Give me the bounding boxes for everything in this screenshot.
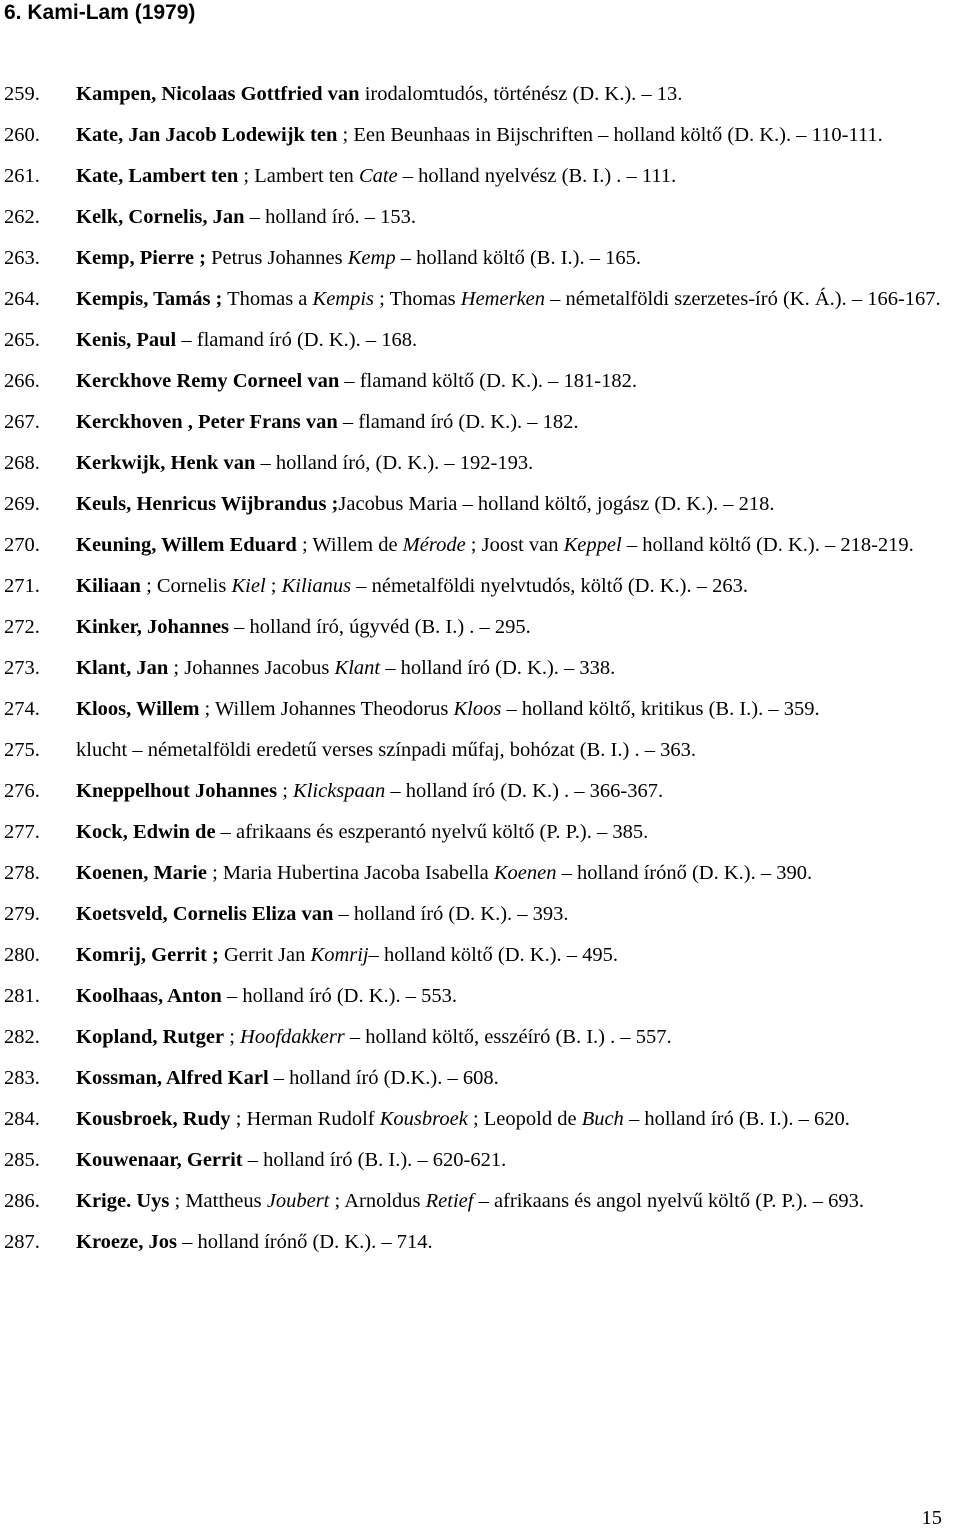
entry-description: – németalföldi nyelvtudós, költő (D. K.). – 263. xyxy=(351,575,748,597)
entry-description: ; Leopold de xyxy=(467,1108,582,1130)
entry-headword: Kate, Jan Jacob Lodewijk ten xyxy=(76,124,338,146)
entry-text xyxy=(76,575,748,597)
entry-headword: Koolhaas, Anton xyxy=(76,985,222,1007)
entry-headword: Komrij, Gerrit ; xyxy=(76,944,219,966)
entry-number: 273. xyxy=(4,657,40,679)
entry-item xyxy=(0,1228,960,1257)
entry-item xyxy=(0,285,960,314)
entry-number: 268. xyxy=(4,452,40,474)
page-number: 15 xyxy=(921,1507,942,1529)
entry-headword: Kroeze, Jos xyxy=(76,1231,177,1253)
entry-description: – holland írónő (D. K.). – 390. xyxy=(556,862,813,884)
entry-description: – holland költő (B. I.). – 165. xyxy=(395,247,641,269)
entry-text xyxy=(76,657,615,679)
entry-item xyxy=(0,121,960,150)
entry-description: – flamand költő (D. K.). – 181-182. xyxy=(339,370,638,392)
entry-description: irodalomtudós, történész (D. K.). – 13. xyxy=(359,83,683,105)
entry-headword: Kemp, Pierre ; xyxy=(76,247,206,269)
entry-item xyxy=(0,80,960,109)
entry-description: – holland író. – 153. xyxy=(244,206,416,228)
entry-headword: Kerckhove Remy Corneel van xyxy=(76,370,340,392)
entry-headword: Kinker, Johannes xyxy=(76,616,230,638)
entry-text xyxy=(76,452,533,474)
entry-item xyxy=(0,162,960,191)
entry-number: 267. xyxy=(4,411,40,433)
entry-headword: Keuning, Willem Eduard xyxy=(76,534,297,556)
entry-text xyxy=(76,411,579,433)
entry-text xyxy=(76,739,696,761)
entry-description: Thomas a xyxy=(222,288,313,310)
entry-item xyxy=(0,736,960,765)
entry-text xyxy=(76,985,457,1007)
entry-text xyxy=(76,247,641,269)
entry-headword: Kneppelhout Johannes xyxy=(76,780,278,802)
entry-number: 266. xyxy=(4,370,40,392)
entry-text xyxy=(76,698,820,720)
entry-description: – holland író (D.K.). – 608. xyxy=(268,1067,499,1089)
entry-headword: Kock, Edwin de xyxy=(76,821,216,843)
entry-number: 261. xyxy=(4,165,40,187)
entry-description: ; Maria Hubertina Jacoba Isabella xyxy=(206,862,494,884)
entry-item xyxy=(0,982,960,1011)
entry-description: – holland nyelvész (B. I.) . – 111. xyxy=(397,165,677,187)
entry-number: 287. xyxy=(4,1231,40,1253)
entry-item xyxy=(0,818,960,847)
entry-alias: Koenen xyxy=(493,862,557,884)
entry-item xyxy=(0,244,960,273)
entry-text xyxy=(76,1026,672,1048)
entry-description: – holland költő, esszéíró (B. I.) . – 557. xyxy=(344,1026,672,1048)
entry-headword: Kerckhoven , Peter Frans van xyxy=(76,411,338,433)
entry-description: – flamand író (D. K.). – 182. xyxy=(337,411,579,433)
entry-list xyxy=(0,80,960,1269)
entry-headword: Koetsveld, Cornelis Eliza van xyxy=(76,903,334,925)
entry-headword: Kopland, Rutger xyxy=(76,1026,225,1048)
entry-text xyxy=(76,1149,506,1171)
entry-description: ; xyxy=(277,780,294,802)
entry-item xyxy=(0,367,960,396)
entry-number: 277. xyxy=(4,821,40,843)
entry-alias: Cate xyxy=(358,165,398,187)
entry-description: ; Willem de xyxy=(296,534,403,556)
entry-headword: Kerkwijk, Henk van xyxy=(76,452,256,474)
entry-alias: Klickspaan xyxy=(293,780,386,802)
entry-item xyxy=(0,326,960,355)
entry-description: klucht – németalföldi eredetű verses színpadi műfaj, bohózat (B. I.) . – 363. xyxy=(76,739,696,761)
entry-item xyxy=(0,1187,960,1216)
entry-item xyxy=(0,1146,960,1175)
entry-alias: Joubert xyxy=(266,1190,330,1212)
entry-item xyxy=(0,654,960,683)
entry-description: – holland író, (D. K.). – 192-193. xyxy=(255,452,534,474)
entry-description: Jacobus Maria – holland költő, jogász (D. K.). – 218. xyxy=(338,493,775,515)
entry-description: – afrikaans és eszperantó nyelvű költő (P. P.). – 385. xyxy=(215,821,649,843)
entry-description: – holland író (D. K.). – 338. xyxy=(380,657,616,679)
entry-item xyxy=(0,531,960,560)
entry-text xyxy=(76,821,648,843)
entry-item xyxy=(0,449,960,478)
entry-description: – holland írónő (D. K.). – 714. xyxy=(176,1231,433,1253)
entry-description: – holland író, úgyvéd (B. I.) . – 295. xyxy=(229,616,531,638)
entry-item xyxy=(0,1064,960,1093)
entry-item xyxy=(0,1023,960,1052)
entry-text xyxy=(76,83,682,105)
entry-description: ; Thomas xyxy=(374,288,461,310)
entry-number: 263. xyxy=(4,247,40,269)
entry-description: – holland író (B. I.). – 620. xyxy=(623,1108,850,1130)
entry-item xyxy=(0,490,960,519)
entry-number: 270. xyxy=(4,534,40,556)
entry-number: 285. xyxy=(4,1149,40,1171)
entry-headword: Kossman, Alfred Karl xyxy=(76,1067,269,1089)
entry-headword: Keuls, Henricus Wijbrandus ; xyxy=(76,493,339,515)
entry-alias: Keppel xyxy=(563,534,622,556)
entry-number: 279. xyxy=(4,903,40,925)
entry-number: 275. xyxy=(4,739,40,761)
entry-number: 260. xyxy=(4,124,40,146)
entry-alias: Hoofdakkerr xyxy=(240,1026,345,1048)
entry-item xyxy=(0,941,960,970)
entry-description: Petrus Johannes xyxy=(205,247,348,269)
entry-alias: Komrij xyxy=(310,944,369,966)
entry-item xyxy=(0,859,960,888)
entry-text xyxy=(76,780,663,802)
entry-number: 271. xyxy=(4,575,40,597)
entry-description: – holland író (D. K.). – 553. xyxy=(221,985,457,1007)
entry-text xyxy=(76,534,914,556)
entry-number: 269. xyxy=(4,493,40,515)
entry-headword: Krige. Uys xyxy=(76,1190,170,1212)
entry-text xyxy=(76,1067,499,1089)
entry-text xyxy=(76,862,812,884)
entry-text xyxy=(76,370,637,392)
entry-text xyxy=(76,616,531,638)
entry-number: 276. xyxy=(4,780,40,802)
entry-description: – flamand író (D. K.). – 168. xyxy=(176,329,418,351)
entry-headword: Kloos, Willem xyxy=(76,698,200,720)
entry-item xyxy=(0,900,960,929)
entry-item xyxy=(0,777,960,806)
entry-number: 281. xyxy=(4,985,40,1007)
entry-description: ; Mattheus xyxy=(169,1190,267,1212)
entry-text xyxy=(76,206,416,228)
entry-description: – holland költő, kritikus (B. I.). – 359. xyxy=(501,698,820,720)
entry-headword: Kenis, Paul xyxy=(76,329,177,351)
entry-text xyxy=(76,1231,433,1253)
entry-number: 259. xyxy=(4,83,40,105)
entry-description: – németalföldi szerzetes-író (K. Á.). – 166-167. xyxy=(545,288,941,310)
entry-description: – holland költő (D. K.). – 218-219. xyxy=(621,534,914,556)
entry-alias: Kousbroek xyxy=(379,1108,468,1130)
entry-text xyxy=(76,903,569,925)
entry-number: 278. xyxy=(4,862,40,884)
entry-text xyxy=(76,1190,864,1212)
entry-alias: Buch xyxy=(581,1108,624,1130)
entry-description: ; Cornelis xyxy=(140,575,232,597)
entry-description: – holland író (B. I.). – 620-621. xyxy=(242,1149,507,1171)
entry-headword: Kelk, Cornelis, Jan xyxy=(76,206,245,228)
entry-text xyxy=(76,944,618,966)
entry-alias: Retief xyxy=(425,1190,474,1212)
entry-number: 286. xyxy=(4,1190,40,1212)
entry-description: ; Een Beunhaas in Bijschriften – holland költő (D. K.). – 110-111. xyxy=(337,124,883,146)
entry-alias: Kempis xyxy=(312,288,375,310)
entry-alias: Mérode xyxy=(402,534,466,556)
entry-headword: Kampen, Nicolaas Gottfried van xyxy=(76,83,360,105)
entry-description: – holland író (D. K.) . – 366-367. xyxy=(385,780,664,802)
entry-number: 284. xyxy=(4,1108,40,1130)
entry-number: 262. xyxy=(4,206,40,228)
entry-item xyxy=(0,1105,960,1134)
entry-item xyxy=(0,203,960,232)
entry-description: ; Herman Rudolf xyxy=(230,1108,380,1130)
entry-number: 264. xyxy=(4,288,40,310)
entry-alias: Hemerken xyxy=(460,288,546,310)
entry-alias: Klant xyxy=(334,657,381,679)
entry-description: – holland költő (D. K.). – 495. xyxy=(368,944,619,966)
entry-headword: Koenen, Marie xyxy=(76,862,207,884)
entry-description: ; Willem Johannes Theodorus xyxy=(199,698,454,720)
entry-text xyxy=(76,329,417,351)
entry-description: ; xyxy=(265,575,282,597)
entry-item xyxy=(0,572,960,601)
entry-alias: Kiel xyxy=(231,575,266,597)
entry-headword: Kate, Lambert ten xyxy=(76,165,239,187)
entry-headword: Kouwenaar, Gerrit xyxy=(76,1149,243,1171)
entry-description: ; Arnoldus xyxy=(329,1190,426,1212)
entry-number: 280. xyxy=(4,944,40,966)
entry-text xyxy=(76,165,676,187)
entry-text xyxy=(76,288,941,310)
entry-description: ; xyxy=(224,1026,241,1048)
entry-text xyxy=(76,493,775,515)
entry-item xyxy=(0,408,960,437)
entry-headword: Kiliaan xyxy=(76,575,141,597)
entry-text xyxy=(76,1108,850,1130)
entry-number: 274. xyxy=(4,698,40,720)
entry-headword: Kempis, Tamás ; xyxy=(76,288,223,310)
entry-description: – holland író (D. K.). – 393. xyxy=(333,903,569,925)
entry-number: 283. xyxy=(4,1067,40,1089)
entry-description: Gerrit Jan xyxy=(218,944,311,966)
entry-description: ; Johannes Jacobus xyxy=(168,657,335,679)
entry-alias: Kloos xyxy=(453,698,502,720)
entry-item xyxy=(0,695,960,724)
entry-item xyxy=(0,613,960,642)
entry-description: ; Joost van xyxy=(465,534,564,556)
entry-description: – afrikaans és angol nyelvű költő (P. P.). – 693. xyxy=(473,1190,865,1212)
page-heading: 6. Kami-Lam (1979) xyxy=(4,1,196,24)
entry-alias: Kilianus xyxy=(281,575,352,597)
entry-number: 282. xyxy=(4,1026,40,1048)
entry-alias: Kemp xyxy=(347,247,396,269)
entry-text xyxy=(76,124,883,146)
entry-number: 272. xyxy=(4,616,40,638)
entry-description: ; Lambert ten xyxy=(238,165,359,187)
entry-number: 265. xyxy=(4,329,40,351)
entry-headword: Kousbroek, Rudy xyxy=(76,1108,231,1130)
entry-headword: Klant, Jan xyxy=(76,657,169,679)
